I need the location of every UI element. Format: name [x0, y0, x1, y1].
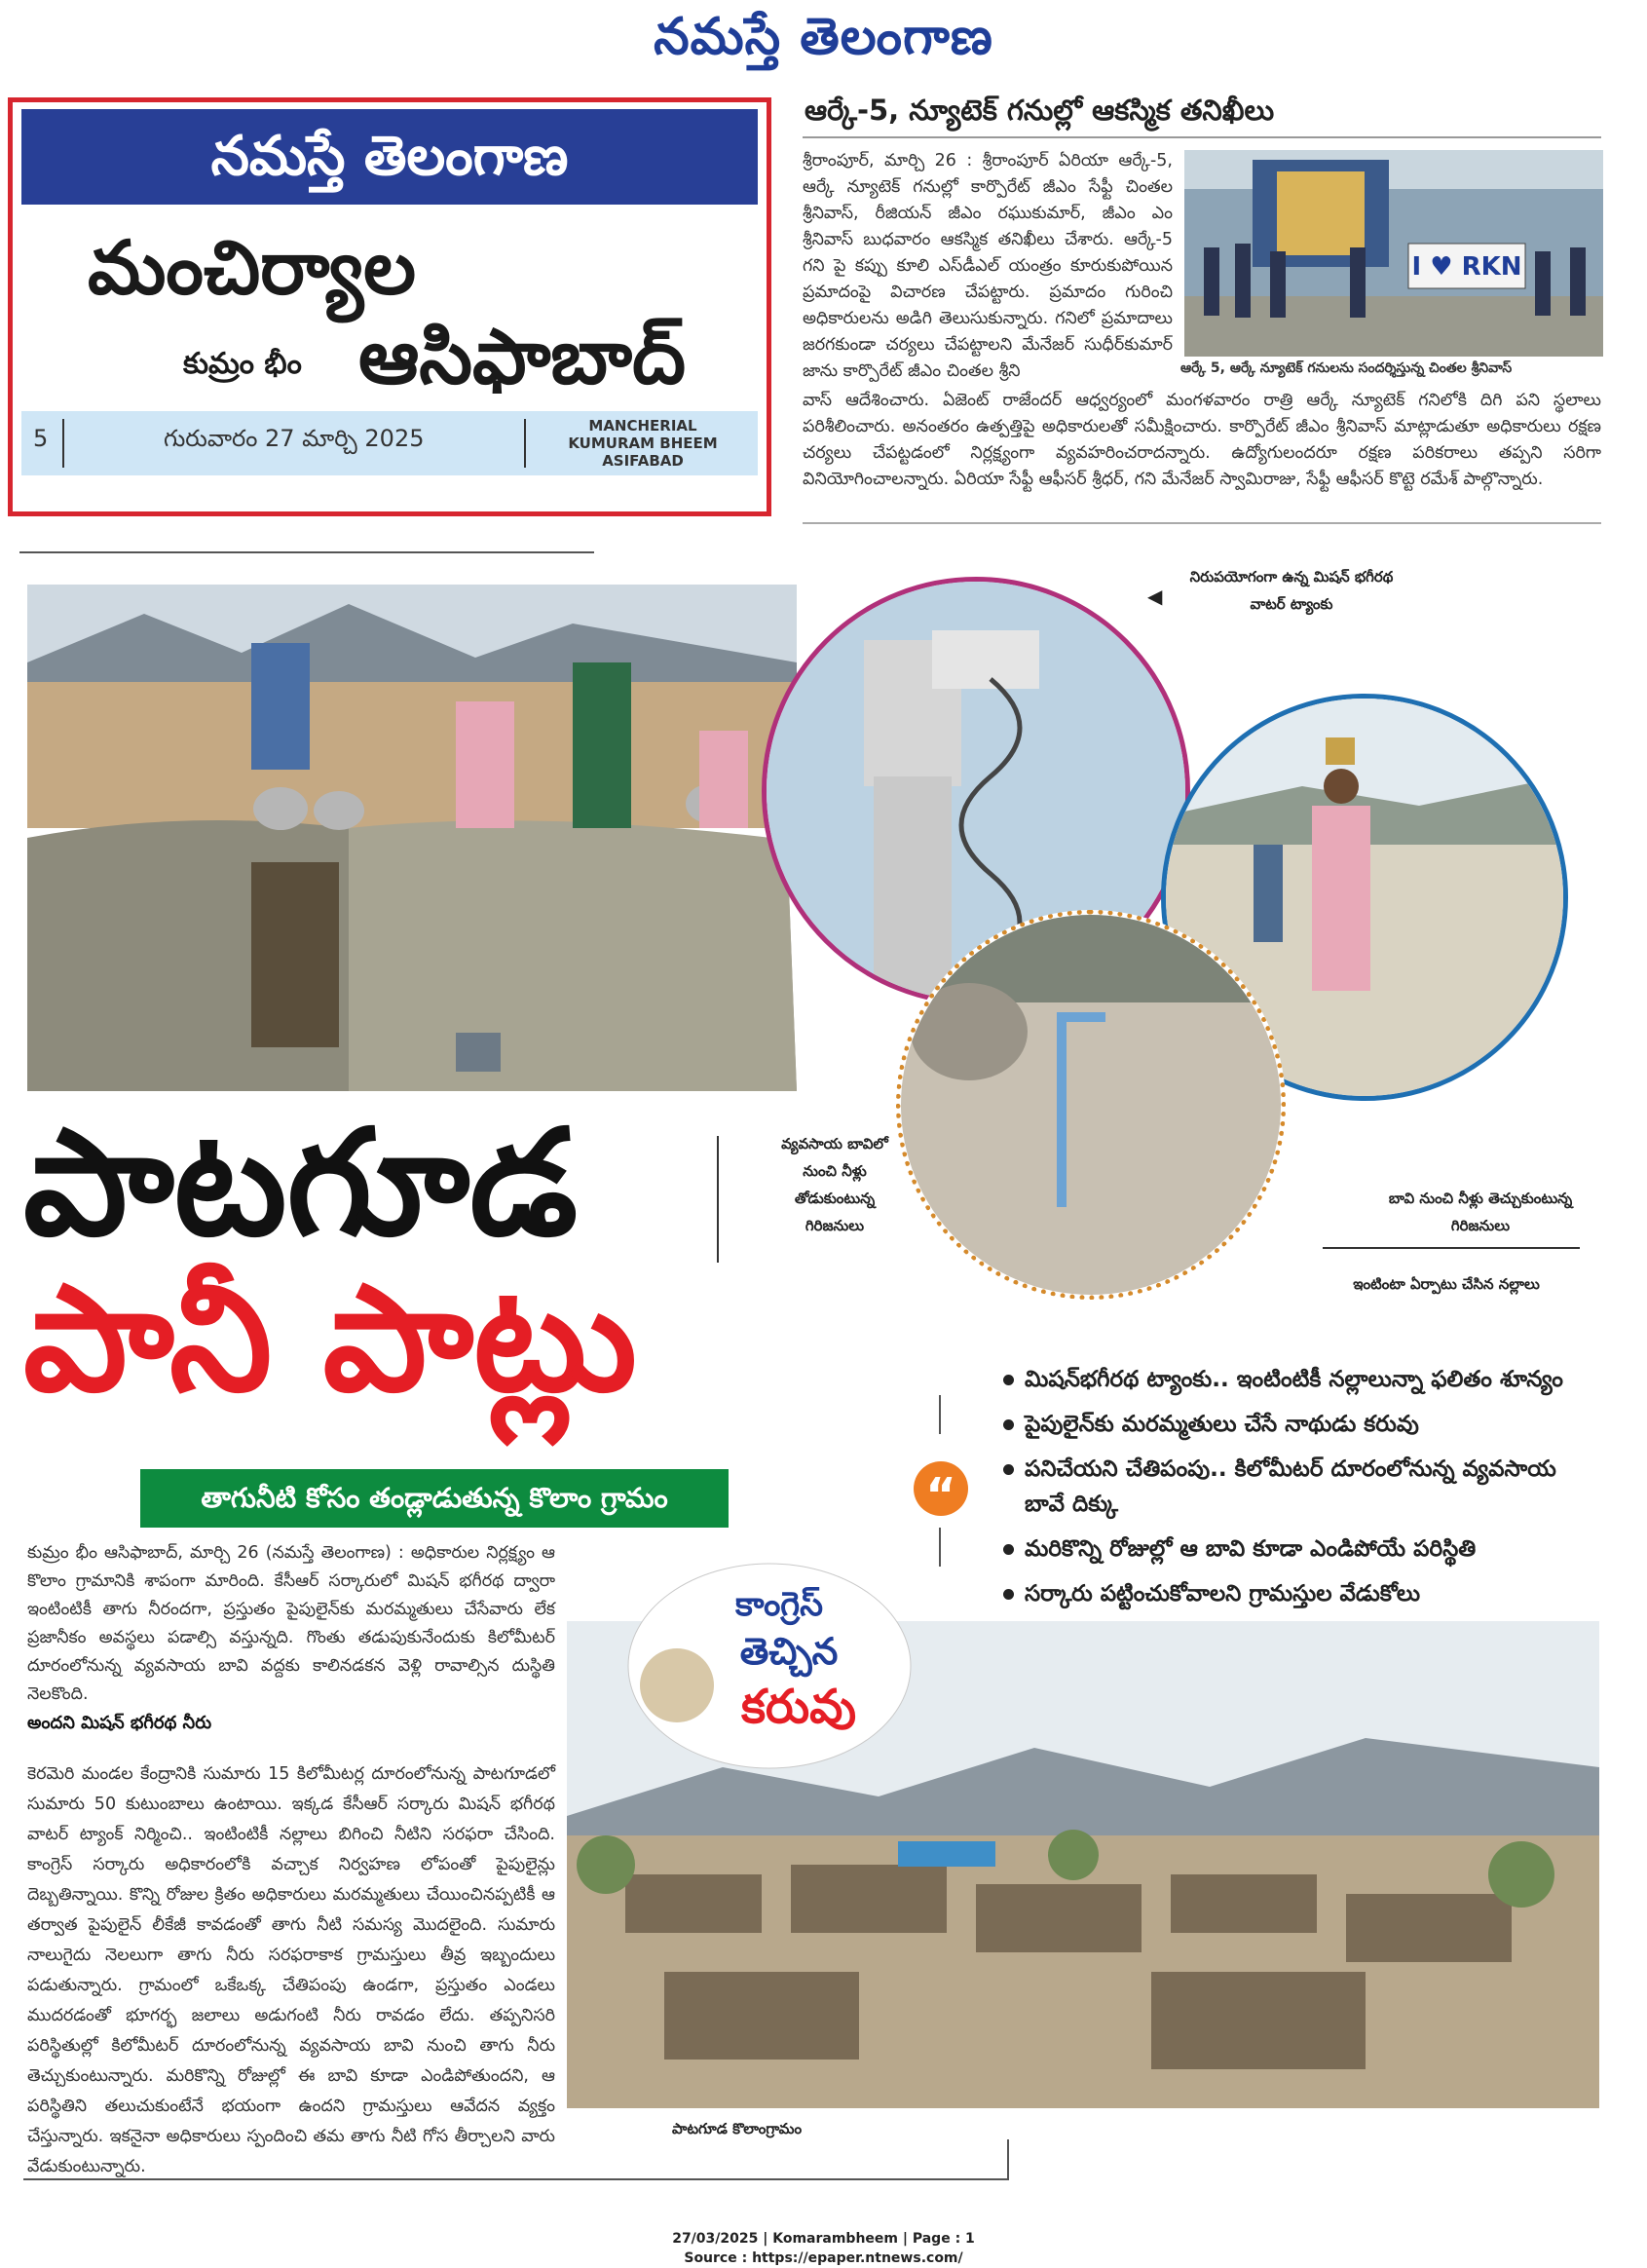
- feature-intro: కుమ్రం భీం ఆసిఫాబాద్, మార్చి 26 (నమస్తే తెలంగాణ) : అధికారుల నిర్లక్ష్యం ఆ కొలాం గ్రామానికి శాపంగా మారింది. కేసీఆర్ సర్కారులో మిషన్ భగీరథ ద్వారా ఇంటింటికీ తాగు నీరందగా, ప్రస్తుతం పైపులైన్‌కు మరమ్మతులు చేసేవారు లేక ప్రజానీకం అవస్థలు పడాల్సి వస్తున్నది. గొంతు తడుపుకునేందుకు కిలోమీటర్ దూరంలోనున్న వ్యవసాయ బావి వద్దకు కాలినడకన వెళ్లి రావాల్సిన దుస్థితి నెలకొంది.: [27, 1543, 555, 1704]
- edition-district-big: ఆసిఫాబాద్: [358, 314, 687, 401]
- top-story-headline: ఆర్కే-5, న్యూటెక్ గనుల్లో ఆకస్మిక తనిఖీలు: [805, 94, 1275, 127]
- edition-date: గురువారం 27 మార్చి 2025: [164, 425, 425, 452]
- divider: [939, 1528, 941, 1567]
- feature-headline-line2: పానీ పాట్లు: [23, 1255, 637, 1424]
- divider: [1007, 2139, 1009, 2178]
- feature-bullet-list: [997, 1362, 1601, 1621]
- footer-source-link[interactable]: Source : https://epaper.ntnews.com/: [684, 2250, 963, 2266]
- tap-caption: ఇంటింటా ఏర్పాటు చేసిన నల్లాలు: [1353, 1275, 1540, 1293]
- village-caption: పాటగూడ కొలాంగ్రామం: [672, 2120, 803, 2137]
- bullet-item: పైపులైన్‌కు మరమ్మతులు చేసే నాథుడు కరువు: [997, 1407, 1601, 1442]
- tank-caption: నిరుపయోగంగా ఉన్న మిషన్ భగీరథ వాటర్ ట్యాంకు: [1189, 568, 1394, 613]
- edition-district-small: కుమ్రం భీం: [183, 347, 302, 381]
- top-story-lead: శ్రీరాంపూర్, మార్చి 26 : శ్రీరాంపూర్ ఏరియా ఆర్కే-5, ఆర్కే న్యూటెక్ గనుల్లో కార్పొరేట్ జీఎం సేఫ్టీ చింతల శ్రీనివాస్, రీజియన్ జీఎం రఘుకుమార్, జీఎం ఎం శ్రీనివాస్ బుధవారం ఆకస్మిక తనిఖీలు చేశారు. ఆర్కే-5 గని పై కప్పు కూలి ఎస్‌డీఎల్ యంత్రం కూరుకుపోయిన ప్రమాదంపై విచారణ చేపట్టారు. ప్రమాదం గురించి అధికారులను అడిగి తెలుసుకున్నారు. గనిలో ప్రమాదాలు జరగకుండా చర్యలు చేపట్టాలని మేనేజర్ సుధీర్‌కుమార్ జాను కార్పొరేట్ జీఎం చింతల శ్రీని: [803, 151, 1173, 381]
- divider: [939, 1395, 941, 1434]
- edition-banner: నమస్తే తెలంగాణ: [21, 109, 758, 205]
- masthead-title: నమస్తే తెలంగాణ: [654, 8, 993, 66]
- feature-body: కెరమెరి మండల కేంద్రానికి సుమారు 15 కిలోమీటర్ల దూరంలోనున్న పాటగూడలో సుమారు 50 కుటుంబాలు ఉంటాయి. ఇక్కడ కేసీఆర్ సర్కారు మిషన్ భగీరథ వాటర్ ట్యాంక్ నిర్మించి.. ఇంటింటికీ నల్లాలు బిగించి నీటిని సరఫరా చేసింది. కాంగ్రెస్ సర్కారు అధికారంలోకి వచ్చాక నిర్వహణ లోపంతో పైపులైన్లు దెబ్బతిన్నాయి. కొన్ని రోజుల క్రితం అధికారులు మరమ్మతులు చేయించినప్పటికీ ఆ తర్వాత పైపులైన్ లీకేజీ కావడంతో తాగు నీటి సమస్య మొదలైంది. సుమారు నాలుగైదు నెలలుగా తాగు నీరు సరఫరాకాక గ్రామస్తులు తీవ్ర ఇబ్బందులు పడుతున్నారు. గ్రామంలో ఒకేఒక్క చేతిపంపు ఉండగా, ప్రస్తుతం ఎండలు ముదరడంతో భూగర్భ జలాలు అడుగంటి నీరు రావడం లేదు. తప్పనిసరి పరిస్థితుల్లో కిలోమీటర్ దూరంలోనున్న వ్యవసాయ బావి నుంచి తాగు నీరు తెచ్చుకుంటున్నారు. మరికొన్ని రోజుల్లో ఈ బావి కూడా ఎండిపోతుందని, ఆ పరిస్థితిని తలుచుకుంటేనే భయంగా ఉందని గ్రామస్తులు ఆవేదన వ్యక్తం చేస్తున్నారు. ఇకనైనా అధికారులు స్పందించి తమ తాగు నీటి గోస తీర్చాలని వారు వేడుకుంటున్నారు.: [27, 1764, 555, 2176]
- divider: [524, 419, 526, 468]
- congress-drought-badge: [623, 1559, 916, 1773]
- badge-line2: తెచ్చిన: [739, 1630, 839, 1673]
- badge-illustration: [623, 1559, 916, 1773]
- divider: [62, 419, 64, 468]
- divider: [803, 136, 1601, 138]
- bullet-item: మిషన్‌భగీరథ ట్యాంకు.. ఇంటింటికీ నల్లాలున్నా ఫలితం శూన్యం: [997, 1362, 1601, 1397]
- feature-subhead: తాగునీటి కోసం తండ్లాడుతున్న కొలాం గ్రామం: [140, 1469, 729, 1528]
- divider: [803, 522, 1601, 524]
- edition-city: మంచిర్యాల: [88, 224, 417, 311]
- edition-english-name: MANCHERIAL KUMURAM BHEEM ASIFABAD: [568, 417, 718, 470]
- arrow-icon: ◀: [1147, 585, 1163, 608]
- well-illustration: [27, 585, 797, 1091]
- badge-line3: కరువు: [740, 1680, 857, 1734]
- tap-illustration: [901, 915, 1281, 1295]
- page-number: 5: [33, 425, 49, 452]
- divider: [1323, 1247, 1580, 1249]
- bullet-item: మరికొన్ని రోజుల్లో ఆ బావి కూడా ఎండిపోయే పరిస్థితి: [997, 1531, 1601, 1567]
- divider: [717, 1136, 719, 1263]
- footer-line-1: 27/03/2025 | Komarambheem | Page : 1: [672, 2231, 975, 2247]
- bullet-item: సర్కారు పట్టించుకోవాలని గ్రామస్తుల వేడుకోలు: [997, 1576, 1601, 1611]
- rkn-sign-text: I ♥ RKN: [1411, 252, 1522, 282]
- mine-visit-illustration: [1184, 150, 1603, 357]
- quote-icon: “: [914, 1461, 968, 1516]
- tap-photo-circle: [896, 910, 1286, 1300]
- bullet-item: పనిచేయని చేతిపంపు.. కిలోమీటర్ దూరంలోనున్న వ్యవసాయ బావే దిక్కు: [997, 1452, 1601, 1522]
- feature-section-title: అందని మిషన్ భగీరథ నీరు: [27, 1713, 212, 1733]
- feature-headline-line1: పాటగూడ: [23, 1099, 579, 1268]
- page-footer: [0, 2229, 1647, 2268]
- carry-caption: బావి నుంచి నీళ్లు తెచ్చుకుంటున్న గిరిజనులు: [1388, 1190, 1573, 1234]
- divider: [19, 551, 594, 553]
- divider: [23, 2178, 1009, 2180]
- top-story-body: వాస్ ఆదేశించారు. ఏజెంట్ రాజేందర్ ఆధ్వర్యంలో మంగళవారం రాత్రి ఆర్కే న్యూటెక్ గనిలోకి దిగి పని స్థలాలు పరిశీలించారు. అనంతరం ఉత్పత్తిపై అధికారులతో సమీక్షించారు. కార్పొరేట్ జీఎం శ్రీనివాస్ మాట్లాడుతూ అధికారులు రక్షణ చర్యలు చేపట్టడంలో నిర్లక్ష్యంగా వ్యవహరించరాదన్నారు. ఉద్యోగులందరూ రక్షణ పరికరాలు తప్పని సరిగా వినియోగించాలన్నారు. ఏరియా సేఫ్టీ ఆఫీసర్ శ్రీధర్, గని మేనేజర్ స్వామిరాజు, సేఫ్టీ ఆఫీసర్ కొట్టె రమేశ్ పాల్గొన్నారు.: [803, 391, 1601, 489]
- mine-visit-photo: [1184, 150, 1603, 357]
- well-photo: [27, 585, 797, 1091]
- top-story-photo-caption: ఆర్కే 5, ఆర్కే న్యూటెక్ గనులను సందర్శిస్తున్న చింతల శ్రీనివాస్: [1180, 360, 1513, 376]
- well-caption: వ్యవసాయ బావిలో నుంచి నీళ్లు తోడుకుంటున్న గిరిజనులు: [781, 1135, 888, 1234]
- badge-line1: కాంగ్రెస్: [734, 1585, 824, 1624]
